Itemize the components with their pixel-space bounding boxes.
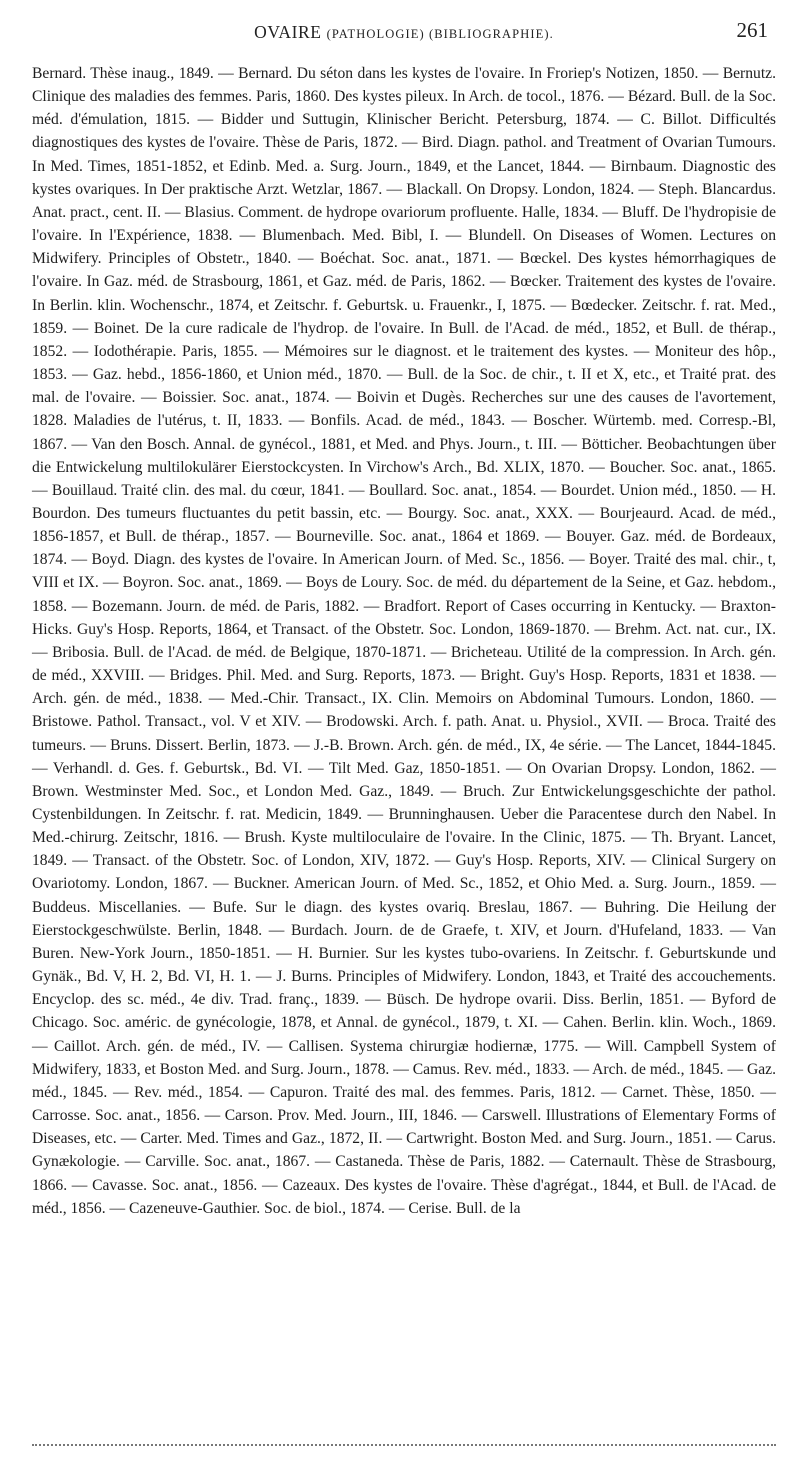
bibliography-paragraph: Bernard. Thèse inaug., 1849. — Bernard. Du séton dans les kystes de l'ovaire. In Froriep's Notizen, 1850. — Bernutz. Clinique des maladies des femmes. Paris, 1860. Des kystes pileux. In Arch. de tocol., 1876. — Bézard. Bull. de la Soc. méd. d'émulation, 1815. — Bidder und Suttugin, Klinischer Bericht. Petersburg, 1874. — C. Billot. Difficultés diagnostiques des kystes de l'ovaire. Thèse de Paris, 1872. — Bird. Diagn. pathol. and Treatment of Ovarian Tumours. In Med. Times, 1851-1852, et Edinb. Med. a. Surg. Journ., 1849, et the Lancet, 1844. — Birnbaum. Diagnostic des kystes ovariques. In Der praktische Arzt. Wetzlar, 1867. — Blackall. On Dropsy. London, 1824. — Steph. Blancardus. Anat. pract., cent. II. — Blasius. Comment. de hydrope ovariorum profluente. Halle, 1834. — Bluff. De l'hydropisie de l'ovaire. In l'Expérience, 1838. — Blumenbach. Med. Bibl, I. — Blundell. On Diseases of Women. Lectures on Midwifery. Principles of Obstetr., 1840. — Boéchat. Soc. anat., 1871. — Bœckel. Des kystes hémorrhagiques de l'ovaire. In Gaz. méd. de Strasbourg, 1861, et Gaz. méd. de Paris, 1862. — Bœcker. Traitement des kystes de l'ovaire. In Berlin. klin. Wochenschr., 1874, et Zeitschr. f. Geburtsk. u. Frauenkr., I, 1875. — Bœdecker. Zeitschr. f. rat. Med., 1859. — Boinet. De la cure radicale de l'hydrop. de l'ovaire. In Bull. de l'Acad. de méd., 1852, et Bull. de thérap., 1852. — Iodothérapie. Paris, 1855. — Mémoires sur le diagnost. et le traitement des kystes. — Moniteur des hôp., 1853. — Gaz. hebd., 1856-1860, et Union méd., 1870. — Bull. de la Soc. de chir., t. II et X, etc., et Traité prat. des mal. de l'ovaire. — Boissier. Soc. anat., 1874. — Boivin et Dugès. Recherches sur une des causes de l'avortement, 1828. Maladies de l'utérus, t. II, 1833. — Bonfils. Acad. de méd., 1843. — Boscher. Würtemb. med. Corresp.-Bl, 1867. — Van den Bosch. Annal. de gynécol., 1881, et Med. and Phys. Journ., t. III. — Bötticher. Beobachtungen über die Entwickelung multilokulärer Eierstockcysten. In Virchow's Arch., Bd. XLIX, 1870. — Boucher. Soc. anat., 1865. — Bouillaud. Traité clin. des mal. du cœur, 1841. — Boullard. Soc. anat., 1854. — Bourdet. Union méd., 1850. — H. Bourdon. Des tumeurs fluctuantes du petit bassin, etc. — Bourgy. Soc. anat., XXX. — Bourjeaurd. Acad. de méd., 1856-1857, et Bull. de thérap., 1857. — Bourneville. Soc. anat., 1864 et 1869. — Bouyer. Gaz. méd. de Bordeaux, 1874. — Boyd. Diagn. des kystes de l'ovaire. In American Journ. of Med. Sc., 1856. — Boyer. Traité des mal. chir., t, VIII et IX. — Boyron. Soc. anat., 1869. — Boys de Loury. Soc. de méd. du département de la Seine, et Gaz. hebdom., 1858. — Bozemann. Journ. de méd. de Paris, 1882. — Bradfort. Report of Cases occurring in Kentucky. — Braxton-Hicks. Guy's Hosp. Reports, 1864, et Transact. of the Obstetr. Soc. London, 1869-1870. — Brehm. Act. nat. cur., IX. — Bribosia. Bull. de l'Acad. de méd. de Belgique, 1870-1871. — Bricheteau. Utilité de la compression. In Arch. gén. de méd., XXVIII. — Bridges. Phil. Med. and Surg. Reports, 1873. — Bright. Guy's Hosp. Reports, 1831 et 1838. — Arch. gén. de méd., 1838. — Med.-Chir. Transact., IX. Clin. Memoirs on Abdominal Tumours. London, 1860. — Bristowe. Pathol. Transact., vol. V et XIV. — Brodowski. Arch. f. path. Anat. u. Physiol., XVII. — Broca. Traité des tumeurs. — Bruns. Dissert. Berlin, 1873. — J.-B. Brown. Arch. gén. de méd., IX, 4e série. — The Lancet, 1844-1845. — Verhandl. d. Ges. f. Geburtsk., Bd. VI. — Tilt Med. Gaz, 1850-1851. — On Ovarian Dropsy. London, 1862. — Brown. Westminster Med. Soc., et London Med. Gaz., 1849. — Bruch. Zur Entwickelungsgeschichte der pathol. Cystenbildungen. In Zeitschr. f. rat. Medicin, 1849. — Brunninghausen. Ueber die Paracentese durch den Nabel. In Med.-chirurg. Zeitschr, 1816. — Brush. Kyste multiloculaire de l'ovaire. In the Clinic, 1875. — Th. Bryant. Lancet, 1849. — Transact. of the Obstetr. Soc. of London, XIV, 1872. — Guy's Hosp. Reports, XIV. — Clinical Surgery on Ovariotomy. London, 1867. — Buckner. American Journ. of Med. Sc., 1852, et Ohio Med. a. Surg. Journ., 1859. — Buddeus. Miscellanies. — Bufe. Sur le diagn. des kystes ovariq. Breslau, 1867. — Buhring. Die Heilung der Eierstockgeschwülste. Berlin, 1848. — Burdach. Journ. de de Graefe, t. XIV, et Journ. d'Hufeland, 1833. — Van Buren. New-York Journ., 1850-1851. — H. Burnier. Sur les kystes tubo-ovariens. In Zeitschr. f. Geburtskunde und Gynäk., Bd. V, H. 2, Bd. VI, H. 1. — J. Burns. Principles of Midwifery. London, 1843, et Traité des accouchements. Encyclop. des sc. méd., 4e div. Trad. franç., 1839. — Büsch. De hydrope ovarii. Diss. Berlin, 1851. — Byford de Chicago. Soc. améric. de gynécologie, 1878, et Annal. de gynécol., 1879, t. XI. — Cahen. Berlin. klin. Woch., 1869. — Caillot. Arch. gén. de méd., IV. — Callisen. Systema chirurgiæ hodiernæ, 1775. — Will. Campbell System of Midwifery, 1833, et Boston Med. and Surg. Journ., 1878. — Camus. Rev. méd., 1833. — Arch. de méd., 1845. — Gaz. méd., 1845. — Rev. méd., 1854. — Capuron. Traité des mal. des femmes. Paris, 1812. — Carnet. Thèse, 1850. — Carrosse. Soc. anat., 1856. — Carson. Prov. Med. Journ., III, 1846. — Carswell. Illustrations of Elementary Forms of Diseases, etc. — Carter. Med. Times and Gaz., 1872, II. — Cartwright. Boston Med. and Surg. Journ., 1851. — Carus. Gynækologie. — Carville. Soc. anat., 1867. — Castaneda. Thèse de Paris, 1882. — Caternault. Thèse de Strasbourg, 1866. — Cavasse. Soc. anat., 1856. — Cazeaux. Des kystes de l'ovaire. Thèse d'agrégat., 1844, et Bull. de l'Acad. de méd., 1856. — Cazeneuve-Gauthier. Soc. de biol., 1874. — Cerise. Bull. de la	[32, 65, 776, 1217]
bibliography-text	[32, 62, 776, 1220]
running-head-main: OVAIRE	[254, 22, 327, 42]
footer-dotted-rule	[32, 1444, 776, 1452]
running-head	[32, 18, 776, 62]
running-head-subtitle: (PATHOLOGIE) (BIBLIOGRAPHIE).	[326, 27, 554, 41]
page-number: 261	[736, 18, 768, 42]
running-head-title	[254, 22, 554, 43]
